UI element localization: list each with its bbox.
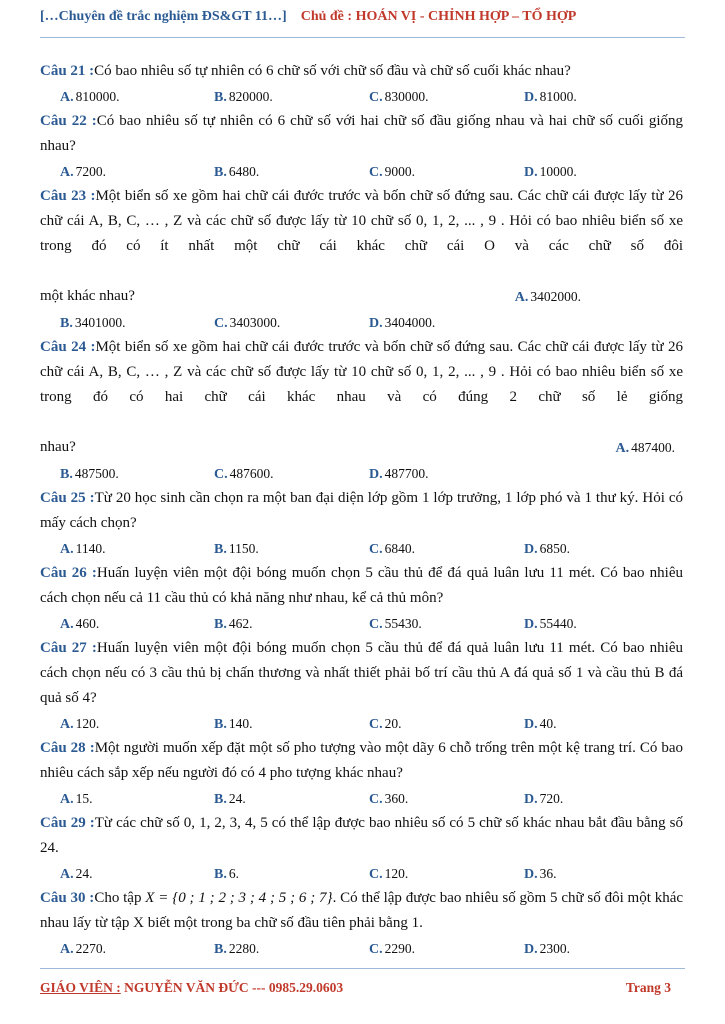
choice-a[interactable]: A. 810000. bbox=[60, 89, 120, 105]
choice-c[interactable]: C. 9000. bbox=[369, 164, 415, 180]
question-22 bbox=[40, 109, 683, 184]
question-text: Có bao nhiêu số tự nhiên có 6 chữ số với hai chữ số đầu giống nhau và hai chữ số cuối giống nhau? bbox=[40, 113, 683, 154]
choice-c[interactable]: C. 20. bbox=[369, 716, 402, 732]
question-text: Huấn luyện viên một đội bóng muốn chọn 5 cầu thủ để đá quả luân lưu 11 mét. Có bao nhiêu cách chọn nếu cả 11 cầu thủ có khả năng như nhau, kể cả thủ môn? bbox=[40, 565, 683, 606]
choice-b[interactable]: B. 1150. bbox=[214, 541, 259, 557]
choice-d[interactable]: D. 2300. bbox=[524, 941, 570, 957]
question-26 bbox=[40, 561, 683, 636]
choice-c[interactable]: C. 360. bbox=[369, 791, 409, 807]
question-label: Câu 26 : bbox=[40, 565, 97, 581]
question-text: Huấn luyện viên một đội bóng muốn chọn 5 cầu thủ để đá quả luân lưu 11 mét. Có bao nhiêu cách chọn nếu có 3 cầu thủ bị chấn thương và nhất thiết phải bố trí cầu thủ A đá quả số 1 và cầu thủ B đá quả số 4? bbox=[40, 640, 683, 706]
choice-b[interactable]: B. 140. bbox=[214, 716, 253, 732]
question-text: Một người muốn xếp đặt một số pho tượng vào một dãy 6 chỗ trống trên một kệ trang trí. Có bao nhiêu cách sắp xếp nếu người đó có 4 pho tượng khác nhau? bbox=[40, 740, 683, 781]
question-text: Từ 20 học sinh cần chọn ra một ban đại diện lớp gồm 1 lớp trưởng, 1 lớp phó và 1 thư ký. Hỏi có mấy cách chọn? bbox=[40, 490, 683, 531]
question-label: Câu 30 : bbox=[40, 890, 95, 906]
choice-c[interactable]: C. 2290. bbox=[369, 941, 415, 957]
choice-b[interactable]: B. 6480. bbox=[214, 164, 260, 180]
question-text: Từ các chữ số 0, 1, 2, 3, 4, 5 có thể lập được bao nhiêu số có 5 chữ số khác nhau bắt đầu bằng số 24. bbox=[40, 815, 683, 856]
question-text-tail: nhau? bbox=[40, 439, 76, 455]
choice-d[interactable]: D. 40. bbox=[524, 716, 557, 732]
choice-b[interactable]: B. 462. bbox=[214, 616, 253, 632]
header-topic-label: Chủ đề : bbox=[300, 9, 353, 24]
choice-c[interactable]: C. 120. bbox=[369, 866, 409, 882]
choice-row bbox=[40, 159, 683, 184]
question-text-tail: một khác nhau? bbox=[40, 288, 135, 304]
choice-a[interactable]: A. 3402000. bbox=[514, 289, 581, 305]
question-28 bbox=[40, 736, 683, 811]
choice-b[interactable]: B. 820000. bbox=[214, 89, 273, 105]
choice-d[interactable]: D. 487700. bbox=[369, 466, 429, 482]
choice-row bbox=[40, 536, 683, 561]
choice-d[interactable]: D. 81000. bbox=[524, 89, 577, 105]
choice-row bbox=[40, 861, 683, 886]
question-21 bbox=[40, 59, 683, 109]
question-label: Câu 21 : bbox=[40, 63, 95, 79]
question-30 bbox=[40, 886, 683, 961]
choice-row bbox=[40, 786, 683, 811]
footer-divider bbox=[40, 968, 685, 969]
choice-c[interactable]: C. 6840. bbox=[369, 541, 415, 557]
choice-d[interactable]: D. 10000. bbox=[524, 164, 577, 180]
choice-row bbox=[40, 611, 683, 636]
choice-b[interactable]: B. 487500. bbox=[60, 466, 119, 482]
choice-a[interactable]: A. 24. bbox=[60, 866, 93, 882]
teacher-info bbox=[40, 980, 343, 996]
header-series: […Chuyên đề trắc nghiệm ĐS&GT 11…] bbox=[40, 9, 287, 24]
choice-c[interactable]: C. 830000. bbox=[369, 89, 429, 105]
question-24 bbox=[40, 335, 683, 486]
question-label: Câu 23 : bbox=[40, 188, 96, 204]
header-topic: HOÁN VỊ - CHỈNH HỢP – TỔ HỢP bbox=[355, 9, 577, 24]
question-text-cont: . Có thể lập được bao nhiêu số gồm 5 chữ số đôi một khác nhau lấy từ tập X biết một trong ba chữ số đầu tiên phải bằng 1. bbox=[40, 890, 684, 931]
question-tail-row bbox=[40, 435, 683, 461]
choice-b[interactable]: B. 2280. bbox=[214, 941, 260, 957]
choice-a[interactable]: A. 1140. bbox=[60, 541, 106, 557]
choice-a[interactable]: A. 460. bbox=[60, 616, 100, 632]
choice-b[interactable]: B. 6. bbox=[214, 866, 239, 882]
question-label: Câu 25 : bbox=[40, 490, 95, 506]
question-label: Câu 22 : bbox=[40, 113, 97, 129]
question-list bbox=[40, 59, 683, 961]
choice-a[interactable]: A. 15. bbox=[60, 791, 93, 807]
teacher-label: GIÁO VIÊN : bbox=[40, 980, 121, 995]
question-25 bbox=[40, 486, 683, 561]
question-text: Cho tập bbox=[94, 890, 146, 906]
choice-c[interactable]: C. 487600. bbox=[214, 466, 274, 482]
question-label: Câu 27 : bbox=[40, 640, 97, 656]
choice-d[interactable]: D. 720. bbox=[524, 791, 564, 807]
teacher-name: NGUYỄN VĂN ĐỨC --- 0985.29.0603 bbox=[124, 980, 344, 995]
choice-a[interactable]: A. 487400. bbox=[615, 440, 675, 456]
question-23 bbox=[40, 184, 683, 335]
choice-b[interactable]: B. 24. bbox=[214, 791, 246, 807]
choice-a[interactable]: A. 120. bbox=[60, 716, 100, 732]
choice-c[interactable]: C. 55430. bbox=[369, 616, 422, 632]
header-divider bbox=[40, 37, 685, 38]
question-label: Câu 24 : bbox=[40, 339, 96, 355]
question-27 bbox=[40, 636, 683, 736]
page-number: Trang 3 bbox=[625, 980, 671, 995]
choice-row bbox=[40, 936, 683, 961]
set-expression: X = {0 ; 1 ; 2 ; 3 ; 4 ; 5 ; 6 ; 7} bbox=[145, 890, 333, 906]
choice-d[interactable]: D. 6850. bbox=[524, 541, 570, 557]
question-tail-row bbox=[40, 284, 683, 310]
choice-c[interactable]: C. 3403000. bbox=[214, 315, 281, 331]
choice-d[interactable]: D. 3404000. bbox=[369, 315, 436, 331]
choice-row bbox=[40, 461, 683, 486]
question-29 bbox=[40, 811, 683, 886]
question-text: Một biển số xe gồm hai chữ cái đước trước và bốn chữ số đứng sau. Các chữ cái được lấy từ 26 chữ cái A, B, C, … , Z và các chữ số được lấy từ 10 chữ số 0, 1, 2, ... , 9 . Hỏi có bao nhiêu biển số xe trong đó có hai chữ cái khác nhau và có đúng 2 chữ số lẻ giống bbox=[40, 339, 684, 405]
choice-row bbox=[40, 711, 683, 736]
question-label: Câu 29 : bbox=[40, 815, 95, 831]
choice-row bbox=[40, 84, 683, 109]
question-label: Câu 28 : bbox=[40, 740, 95, 756]
page-footer bbox=[40, 980, 671, 996]
question-text: Một biển số xe gồm hai chữ cái đước trước và bốn chữ số đứng sau. Các chữ cái được lấy từ 26 chữ cái A, B, C, … , Z và các chữ số được lấy từ 10 chữ số 0, 1, 2, ... , 9 . Hỏi có bao nhiêu biển số xe trong đó có ít nhất một chữ cái khác chữ cái O và các chữ số đôi bbox=[40, 188, 684, 254]
choice-d[interactable]: D. 55440. bbox=[524, 616, 577, 632]
choice-row bbox=[40, 310, 683, 335]
question-text: Có bao nhiêu số tự nhiên có 6 chữ số với chữ số đầu và chữ số cuối khác nhau? bbox=[94, 63, 571, 79]
choice-d[interactable]: D. 36. bbox=[524, 866, 557, 882]
page-header bbox=[40, 9, 685, 25]
choice-a[interactable]: A. 7200. bbox=[60, 164, 106, 180]
choice-b[interactable]: B. 3401000. bbox=[60, 315, 126, 331]
choice-a[interactable]: A. 2270. bbox=[60, 941, 106, 957]
